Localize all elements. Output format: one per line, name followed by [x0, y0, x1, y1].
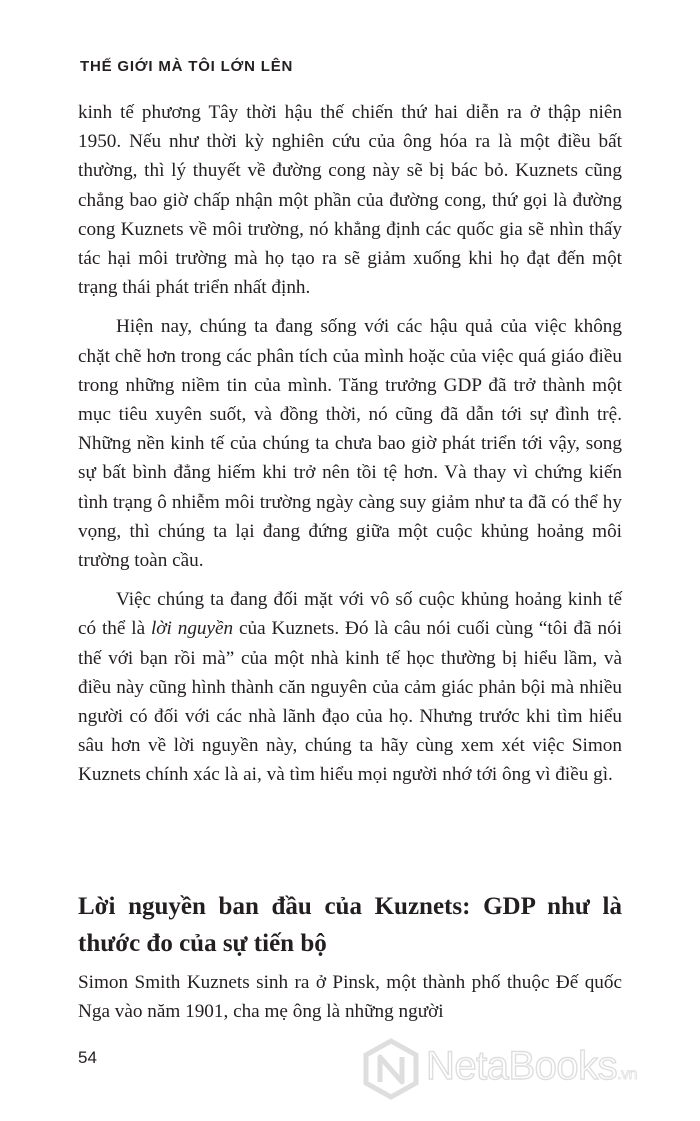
watermark-suffix: .vn [617, 1066, 638, 1083]
running-head-title: THẾ GIỚI MÀ TÔI LỚN LÊN [80, 58, 294, 75]
page-number: 54 [78, 1048, 97, 1067]
paragraph-2: Hiện nay, chúng ta đang sống với các hậu quả của việc không chặt chẽ hơn trong các phân tích của mình hoặc của việc quá giáo điều trong những niềm tin của mình. Tăng trưởng GDP đã trở thành một mục tiêu xuyên suốt, và đồng thời, nó cũng đã dẫn tới sự đình trệ. Những nền kinh tế của chúng ta chưa bao giờ phát triển tới vậy, song sự bất bình đẳng hiếm khi trở nên tồi tệ hơn. Và thay vì chứng kiến tình trạng ô nhiễm môi trường ngày càng suy giảm như ta đã có thể hy vọng, thì chúng ta lại đang đứng giữa một cuộc khủng hoảng môi trường toàn cầu. [78, 316, 622, 572]
paragraph-3-start: Việc chúng ta đang đối mặt với vô số cuộc khủng hoảng kinh tế có thể là [78, 589, 622, 640]
section-first-paragraph: Simon Smith Kuznets sinh ra ở Pinsk, một thành phố thuộc Đế quốc Nga vào năm 1901, cha mẹ ông là những người [78, 972, 622, 1023]
watermark-brand: NetaBooks [426, 1044, 618, 1088]
italic-term: lời nguyền [150, 618, 234, 640]
paragraph-1: kinh tế phương Tây thời hậu thế chiến thứ hai diễn ra ở thập niên 1950. Nếu như thời kỳ nghiên cứu của ông hóa ra là một điều bất thường, thì lý thuyết về đường cong này sẽ bị bác bỏ. Kuznets cũng chẳng bao giờ chấp nhận một phần của đường cong, thứ gọi là đường cong Kuznets về môi trường, nó khẳng định các quốc gia sẽ nhìn thấy tác hại môi trường mà họ tạo ra sẽ giảm xuống khi họ đạt đến một trạng thái phát triển nhất định. [78, 102, 622, 299]
body-text [78, 98, 622, 790]
paragraph-3-end: của Kuznets. Đó là câu nói cuối cùng “tôi đã nói thế với bạn rồi mà” của một nhà kinh tế học thường bị hiểu lầm, và điều này cũng hình thành căn nguyên của cảm giác phản bội mà nhiều người có đối với các nhà lãnh đạo của họ. Nhưng trước khi tìm hiểu sâu hơn về lời nguyền này, chúng ta hãy cùng xem xét việc Simon Kuznets chính xác là ai, và tìm hiểu mọi người nhớ tới ông vì điều gì. [78, 618, 622, 786]
watermark-text [426, 1044, 637, 1089]
netabooks-n-logo-icon [360, 1038, 422, 1100]
section-heading: Lời nguyền ban đầu của Kuznets: GDP như là thước đo của sự tiến bộ [78, 893, 622, 957]
paragraph-3 [78, 585, 622, 789]
watermark [360, 1030, 680, 1110]
